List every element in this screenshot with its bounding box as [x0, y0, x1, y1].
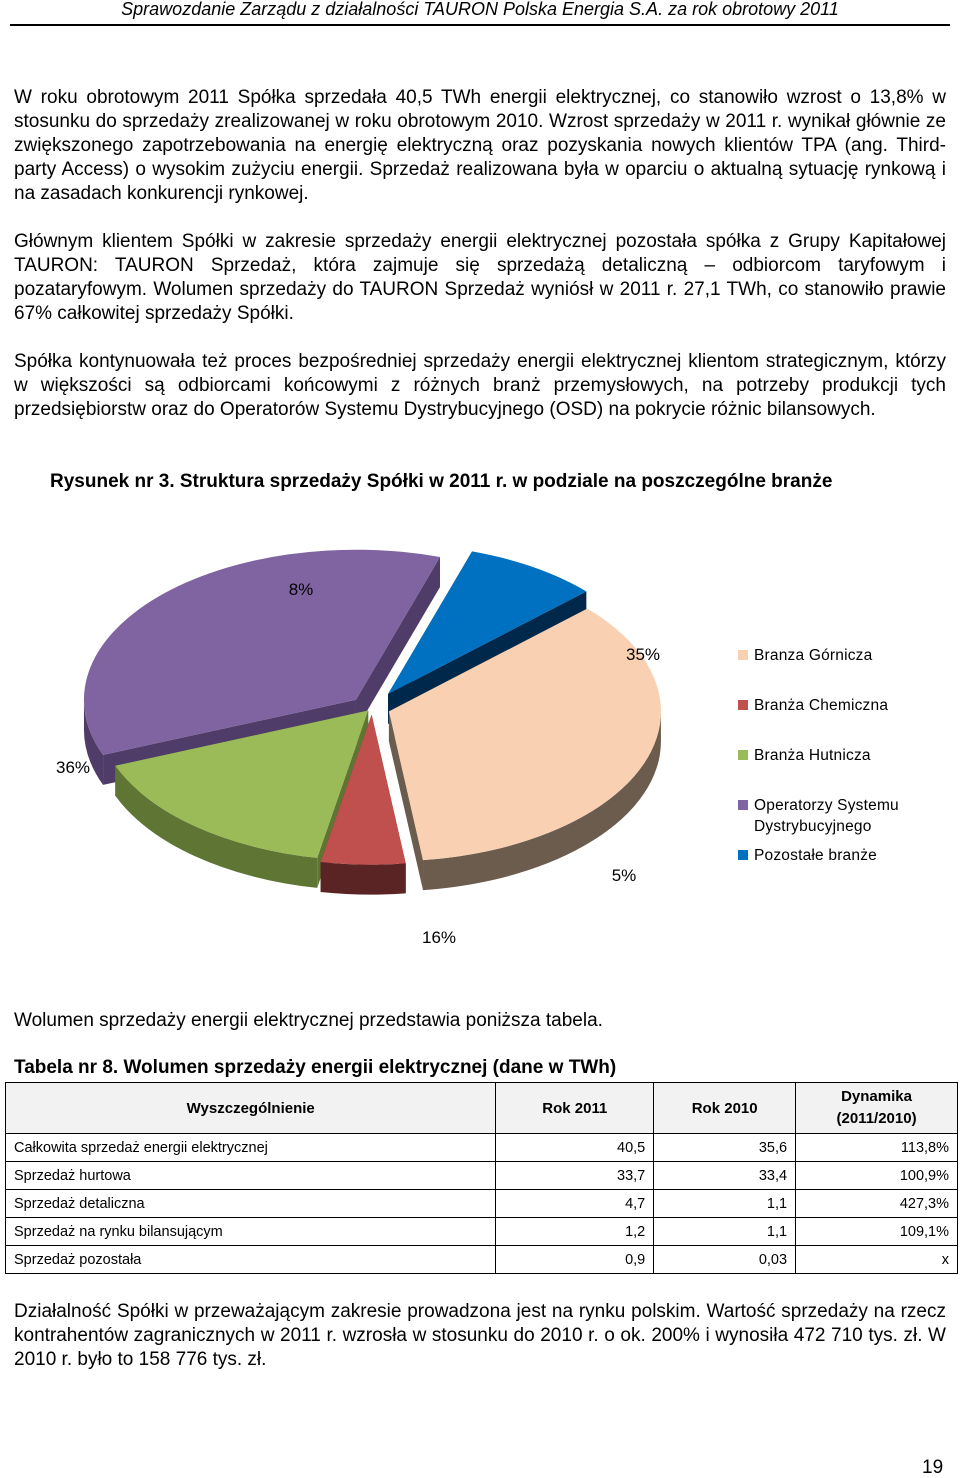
legend-label: Branza Górnicza — [754, 647, 873, 664]
page-number: 19 — [922, 1457, 944, 1478]
legend-item-chemiczna — [738, 697, 888, 714]
legend-label: Branża Chemiczna — [754, 697, 889, 714]
row-label: Sprzedaż detaliczna — [6, 1190, 496, 1218]
header-year-2010: Rok 2010 — [654, 1083, 796, 1134]
header-dynamics-label: Dynamika — [841, 1088, 912, 1105]
paragraph-sales-volume: W roku obrotowym 2011 Spółka sprzedała 40,5 TWh energii elektrycznej, co stanowiło wzrost o 13,8% w stosunku do sprzedaży zrealizowanej w roku obrotowym 2010. Wzrost sprzedaży w 2011 r. wynikał głównie ze zwiększonego zapotrzebowania na energię elektryczną oraz pozyskania nowych klientów TPA (ang. Third-party Access) o wysokim zużyciu energii. Sprzedaż realizowana była w oparciu o aktualną sytuację rynkową i na zasadach konkurencji rynkowej. — [14, 87, 946, 204]
row-value-2010: 33,4 — [654, 1162, 796, 1190]
legend-swatch — [738, 700, 748, 710]
row-dynamics: 427,3% — [796, 1190, 958, 1218]
legend-item-osd — [738, 797, 899, 835]
row-value-2011: 1,2 — [496, 1218, 654, 1246]
sales-structure-chart — [0, 540, 960, 980]
row-value-2010: 0,03 — [654, 1246, 796, 1274]
header-dynamics — [796, 1083, 958, 1134]
row-value-2011: 4,7 — [496, 1190, 654, 1218]
header-title: Sprawozdanie Zarządu z działalności TAURON Polska Energia S.A. za rok obrotowy 2011 — [121, 0, 839, 19]
row-label: Całkowita sprzedaż energii elektrycznej — [6, 1134, 496, 1162]
table-header-row — [6, 1083, 958, 1134]
pie-chart-svg — [0, 540, 960, 980]
row-value-2010: 1,1 — [654, 1190, 796, 1218]
legend-label: Pozostałe branże — [754, 847, 877, 864]
table-row — [6, 1190, 958, 1218]
header-dynamics-period: (2011/2010) — [836, 1110, 917, 1127]
legend-label: Dystrybucyjnego — [754, 818, 872, 835]
figure-caption: Rysunek nr 3. Struktura sprzedaży Spółki w 2011 r. w podziale na poszczególne branże — [50, 471, 833, 492]
paragraph-strategic-clients: Spółka kontynuowała też proces bezpośredniej sprzedaży energii elektrycznej klientom strategicznym, którzy w większości są odbiorcami końcowymi z różnych branż przemysłowych, na potrzeby produkcji tych przedsiębiorstw oraz do Operatorów Systemu Dystrybucyjnego (OSD) na pokrycie różnic bilansowych. — [14, 351, 946, 420]
table-row — [6, 1218, 958, 1246]
row-label: Sprzedaż na rynku bilansującym — [6, 1218, 496, 1246]
paragraph-table-intro: Wolumen sprzedaży energii elektrycznej przedstawia poniższa tabela. — [14, 1010, 603, 1031]
pie-slice-side — [321, 862, 406, 895]
legend-label: Branża Hutnicza — [754, 747, 871, 764]
row-dynamics: x — [796, 1246, 958, 1274]
row-value-2010: 35,6 — [654, 1134, 796, 1162]
table-caption: Tabela nr 8. Wolumen sprzedaży energii elektrycznej (dane w TWh) — [14, 1057, 617, 1078]
legend-swatch — [738, 800, 748, 810]
pie-label-pozostale: 8% — [288, 580, 314, 599]
legend-swatch — [738, 750, 748, 760]
table-row — [6, 1134, 958, 1162]
legend-item-gornicza — [738, 647, 873, 664]
pie-label-osd: 36% — [55, 758, 91, 777]
pie-label-chemiczna: 5% — [611, 866, 637, 885]
row-label: Sprzedaż pozostała — [6, 1246, 496, 1274]
pie-label-hutnicza: 16% — [421, 928, 457, 947]
row-label: Sprzedaż hurtowa — [6, 1162, 496, 1190]
legend-label: Operatorzy Systemu — [754, 797, 899, 814]
legend-swatch — [738, 650, 748, 660]
page-header — [0, 0, 960, 28]
row-value-2011: 0,9 — [496, 1246, 654, 1274]
paragraph-foreign-sales: Działalność Spółki w przeważającym zakresie prowadzona jest na rynku polskim. Wartość sprzedaży na rzecz kontrahentów zagranicznych w 2011 r. wzrosła w stosunku do 2010 r. o ok. 200% i wynosiła 472 710 tys. zł. W 2010 r. było to 158 776 tys. zł. — [14, 1301, 946, 1370]
row-value-2011: 33,7 — [496, 1162, 654, 1190]
row-dynamics: 109,1% — [796, 1218, 958, 1246]
paragraph-main-client: Głównym klientem Spółki w zakresie sprzedaży energii elektrycznej pozostała spółka z Grupy Kapitałowej TAURON: TAURON Sprzedaż, która zajmuje się sprzedażą detaliczną – odbiorcom taryfowym i pozataryfowym. Wolumen sprzedaży do TAURON Sprzedaż wyniósł w 2011 r. 27,1 TWh, co stanowiło prawie 67% całkowitej sprzedaży Spółki. — [14, 231, 946, 324]
header-description: Wyszczególnienie — [6, 1083, 496, 1134]
legend-item-pozostale — [738, 847, 877, 864]
header-rule — [10, 24, 950, 26]
table-row — [6, 1162, 958, 1190]
legend-swatch — [738, 850, 748, 860]
legend-item-hutnicza — [738, 747, 871, 764]
pie-label-gornicza: 35% — [625, 645, 661, 664]
row-value-2010: 1,1 — [654, 1218, 796, 1246]
row-dynamics: 100,9% — [796, 1162, 958, 1190]
table-row — [6, 1246, 958, 1274]
row-dynamics: 113,8% — [796, 1134, 958, 1162]
row-value-2011: 40,5 — [496, 1134, 654, 1162]
header-year-2011: Rok 2011 — [496, 1083, 654, 1134]
sales-volume-table — [5, 1082, 958, 1274]
